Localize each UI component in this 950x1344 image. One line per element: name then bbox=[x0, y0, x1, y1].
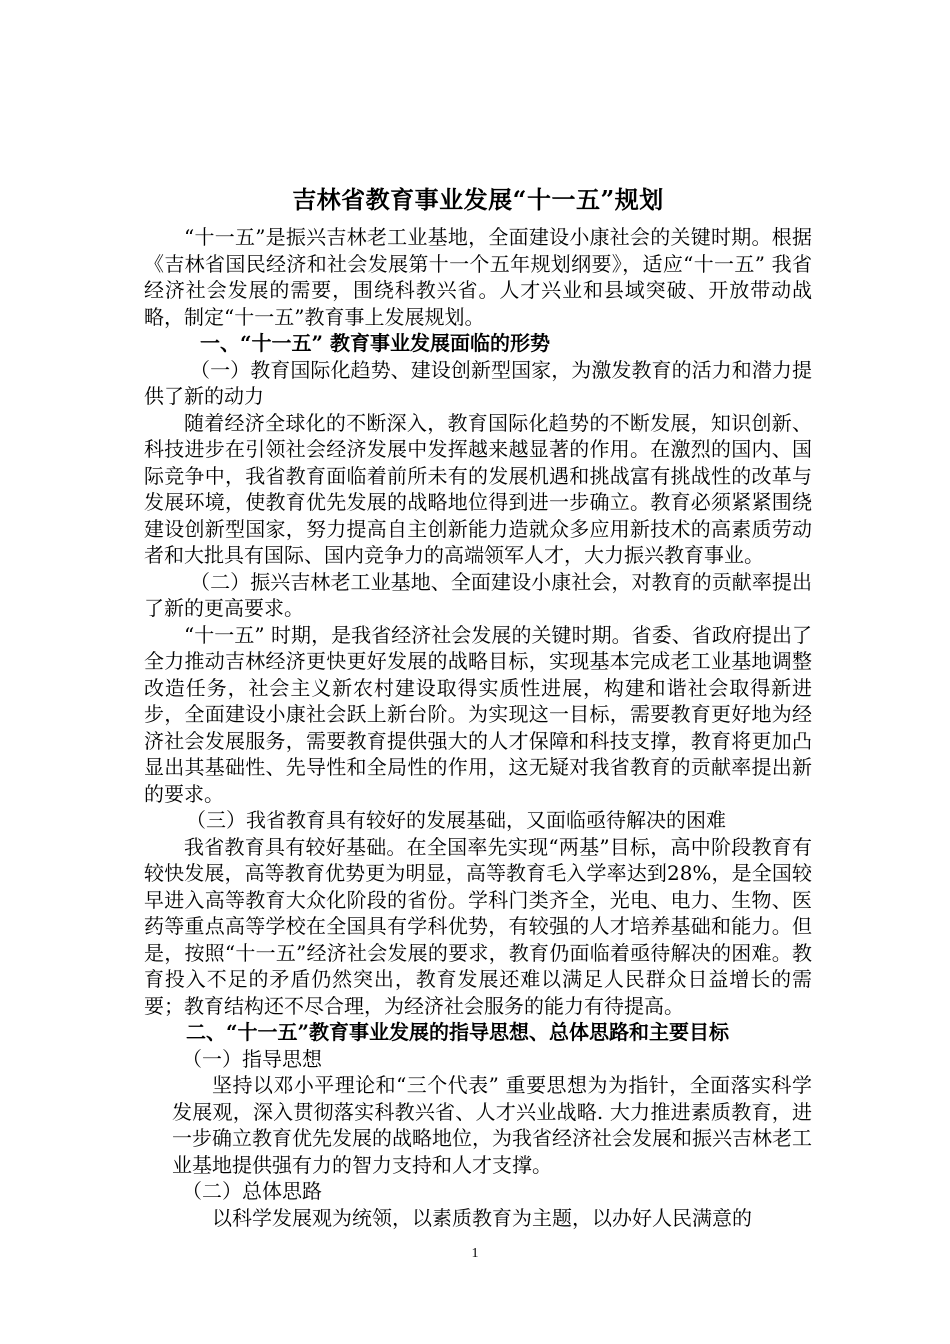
intro-paragraph: “十一五”是振兴吉林老工业基地，全面建设小康社会的关键时期。根据《吉林省国民经济和社会发展第十一个五年规划纲要》，适应“十一五” 我省经济社会发展的需要，围绕科教兴省。人才兴业和县域突破、开放带动战略，制定“十一五”教育事上发展规划。 bbox=[144, 225, 812, 329]
document-body bbox=[144, 180, 812, 1231]
section-2-sub-2-block bbox=[144, 1205, 812, 1232]
section-1-heading: 一、“十一五” 教育事业发展面临的形势 bbox=[200, 331, 550, 355]
section-1-sub-1-body: 随着经济全球化的不断深入，教育国际化趋势的不断发展，知识创新、科技进步在引领社会经济发展中发挥越来越显著的作用。在激烈的国内、国际竞争中，我省教育面临着前所未有的发展机遇和挑战富有挑战性的改革与发展环境，使教育优先发展的战略地位得到进一步确立。教育必须紧紧围绕建设创新型国家，努力提高自主创新能力造就众多应用新技术的高素质劳动者和大批具有国际、国内竞争力的高端领军人才，大力振兴教育事业。 bbox=[144, 410, 812, 567]
document-title: 吉林省教育事业发展“十一五”规划 bbox=[292, 185, 664, 214]
section-1-sub-2-body: “十一五” 时期，是我省经济社会发展的关键时期。省委、省政府提出了全力推动吉林经济更快更好发展的战略目标，实现基本完成老工业基地调整改造任务，社会主义新农村建设取得实质性进展，构建和谐社会取得新进步，全面建设小康社会跃上新台阶。为实现这一目标，需要教育更好地为经济社会发展服务，需要教育提供强大的人才保障和科技支撑，教育将更加凸显出其基础性、先导性和全局性的作用，这无疑对我省教育的贡献率提出新的要求。 bbox=[144, 622, 812, 806]
section-2-sub-1-body: 坚持以邓小平理论和“三个代表” 重要思想为为指针，全面落实科学发展观，深入贯彻落实科教兴省、人才兴业战略. 大力推进素质教育，进一步确立教育优先发展的战略地位，为我省经济社会发展和振兴吉林老工业基地提供强有力的智力支持和人才支撑。 bbox=[172, 1073, 812, 1177]
section-2-sub-2-heading: （二）总体思路 bbox=[182, 1179, 322, 1203]
page-number: 1 bbox=[471, 1246, 479, 1261]
section-2-sub-2-body: 以科学发展观为统领，以素质教育为主题，以办好人民满意的 bbox=[212, 1205, 752, 1230]
section-2-sub-1-heading: （一）指导思想 bbox=[182, 1046, 322, 1071]
section-1-sub-3-body: 我省教育具有较好基础。在全国率先实现“两基”目标，高中阶段教育有较快发展，高等教育优势更为明显，高等教育毛入学率达到28%，是全国较早进入高等教育大众化阶段的省份。学科门类齐全，光电、电力、生物、医药等重点高等学校在全国具有学科优势，有较强的人才培养基础和能力。但是，按照“十一五”经济社会发展的要求，教育仍面临着亟待解决的困难。教育投入不足的矛盾仍然突出，教育发展还难以满足人民群众日益增长的需要；教育结构还不尽合理，为经济社会服务的能力有待提高。 bbox=[144, 834, 812, 1018]
section-1-sub-1-heading: （一）教育国际化趋势、建设创新型国家，为激发教育的活力和潜力提供了新的动力 bbox=[144, 357, 812, 408]
section-2-sub-1-block bbox=[144, 1072, 812, 1178]
section-1-sub-3-heading: （三）我省教育具有较好的发展基础，又面临亟待解决的困难 bbox=[186, 808, 726, 832]
section-2-heading: 二、“十一五”教育事业发展的指导思想、总体思路和主要目标 bbox=[186, 1020, 730, 1044]
section-1-sub-2-heading: （二）振兴吉林老工业基地、全面建设小康社会，对教育的贡献率提出了新的更高要求。 bbox=[144, 569, 812, 620]
